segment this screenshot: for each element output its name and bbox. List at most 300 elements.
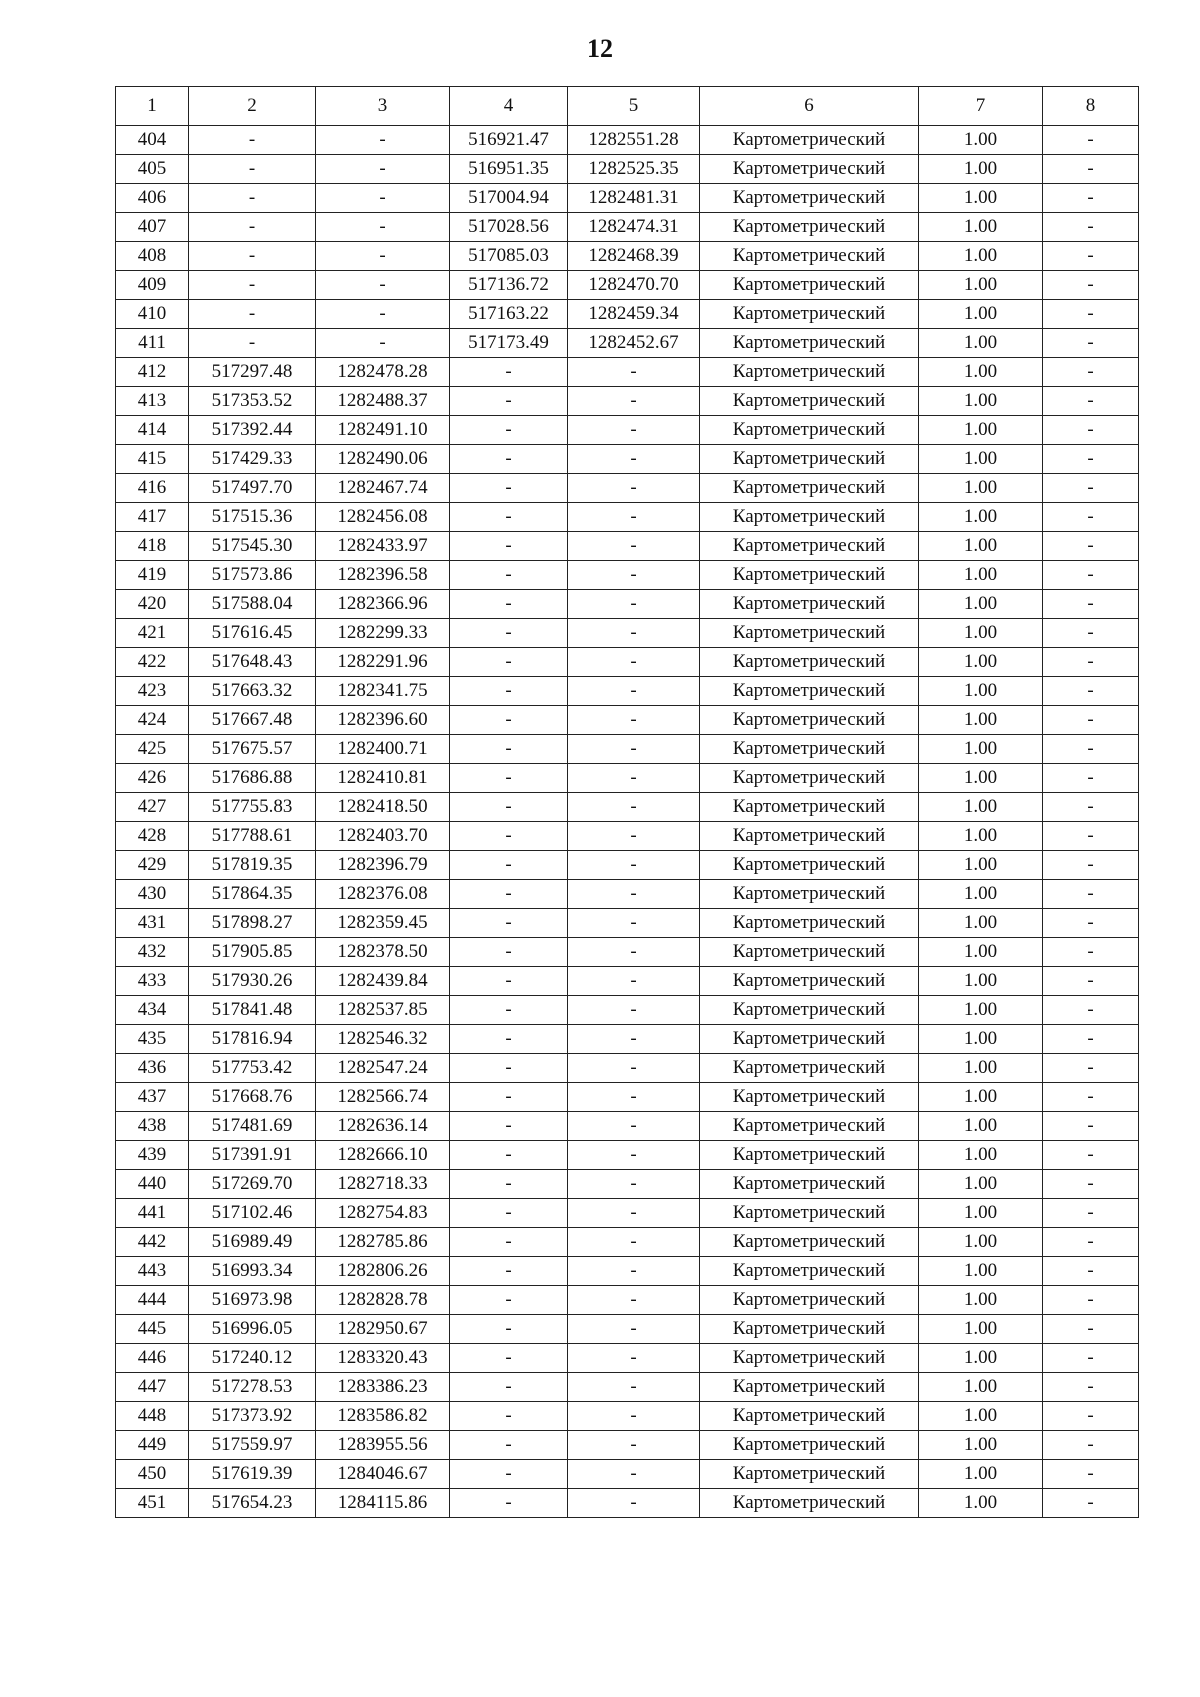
note-cell: - — [1043, 445, 1139, 474]
point-number-cell: 430 — [116, 880, 189, 909]
x-coord-alt-cell: - — [450, 1228, 568, 1257]
method-cell: Картометрический — [700, 1054, 919, 1083]
y-coord-alt-cell: - — [568, 909, 700, 938]
y-coord-cell: 1282478.28 — [316, 358, 450, 387]
y-coord-cell: 1282537.85 — [316, 996, 450, 1025]
method-cell: Картометрический — [700, 213, 919, 242]
x-coord-alt-cell: 516951.35 — [450, 155, 568, 184]
accuracy-cell: 1.00 — [919, 1199, 1043, 1228]
x-coord-cell: - — [189, 271, 316, 300]
x-coord-cell: - — [189, 184, 316, 213]
table-row — [116, 358, 1139, 387]
column-header: 5 — [568, 87, 700, 126]
x-coord-alt-cell: 517004.94 — [450, 184, 568, 213]
y-coord-cell: 1282636.14 — [316, 1112, 450, 1141]
accuracy-cell: 1.00 — [919, 793, 1043, 822]
column-header: 2 — [189, 87, 316, 126]
y-coord-alt-cell: - — [568, 1286, 700, 1315]
method-cell: Картометрический — [700, 909, 919, 938]
x-coord-cell: 517841.48 — [189, 996, 316, 1025]
x-coord-cell: 517788.61 — [189, 822, 316, 851]
y-coord-alt-cell: - — [568, 1141, 700, 1170]
x-coord-alt-cell: - — [450, 1083, 568, 1112]
table-row — [116, 271, 1139, 300]
point-number-cell: 449 — [116, 1431, 189, 1460]
y-coord-alt-cell: - — [568, 1112, 700, 1141]
y-coord-cell: - — [316, 213, 450, 242]
method-cell: Картометрический — [700, 880, 919, 909]
point-number-cell: 434 — [116, 996, 189, 1025]
x-coord-alt-cell: - — [450, 851, 568, 880]
x-coord-alt-cell: - — [450, 416, 568, 445]
x-coord-cell: - — [189, 213, 316, 242]
point-number-cell: 421 — [116, 619, 189, 648]
accuracy-cell: 1.00 — [919, 851, 1043, 880]
note-cell: - — [1043, 1257, 1139, 1286]
x-coord-cell: 517373.92 — [189, 1402, 316, 1431]
x-coord-cell: 517619.39 — [189, 1460, 316, 1489]
x-coord-alt-cell: - — [450, 1489, 568, 1518]
table-row — [116, 880, 1139, 909]
x-coord-alt-cell: - — [450, 358, 568, 387]
note-cell: - — [1043, 764, 1139, 793]
point-number-cell: 448 — [116, 1402, 189, 1431]
table-row — [116, 793, 1139, 822]
method-cell: Картометрический — [700, 590, 919, 619]
y-coord-alt-cell: - — [568, 764, 700, 793]
y-coord-alt-cell: - — [568, 1460, 700, 1489]
method-cell: Картометрический — [700, 1228, 919, 1257]
method-cell: Картометрический — [700, 1489, 919, 1518]
y-coord-alt-cell: - — [568, 1054, 700, 1083]
y-coord-cell: 1282418.50 — [316, 793, 450, 822]
note-cell: - — [1043, 1431, 1139, 1460]
y-coord-alt-cell: - — [568, 648, 700, 677]
accuracy-cell: 1.00 — [919, 880, 1043, 909]
table-row — [116, 909, 1139, 938]
table-row — [116, 300, 1139, 329]
note-cell: - — [1043, 532, 1139, 561]
x-coord-alt-cell: - — [450, 532, 568, 561]
accuracy-cell: 1.00 — [919, 213, 1043, 242]
method-cell: Картометрический — [700, 967, 919, 996]
y-coord-alt-cell: - — [568, 793, 700, 822]
note-cell: - — [1043, 1170, 1139, 1199]
y-coord-cell: 1282396.58 — [316, 561, 450, 590]
x-coord-alt-cell: - — [450, 996, 568, 1025]
y-coord-alt-cell: - — [568, 1402, 700, 1431]
x-coord-cell: 517392.44 — [189, 416, 316, 445]
point-number-cell: 415 — [116, 445, 189, 474]
header-row — [116, 87, 1139, 126]
table-row — [116, 474, 1139, 503]
point-number-cell: 436 — [116, 1054, 189, 1083]
method-cell: Картометрический — [700, 329, 919, 358]
note-cell: - — [1043, 300, 1139, 329]
y-coord-alt-cell: 1282470.70 — [568, 271, 700, 300]
x-coord-cell: 516996.05 — [189, 1315, 316, 1344]
accuracy-cell: 1.00 — [919, 532, 1043, 561]
x-coord-cell: 517240.12 — [189, 1344, 316, 1373]
y-coord-alt-cell: 1282474.31 — [568, 213, 700, 242]
y-coord-alt-cell: 1282525.35 — [568, 155, 700, 184]
note-cell: - — [1043, 1054, 1139, 1083]
page-number: 12 — [587, 34, 613, 63]
x-coord-cell: 517481.69 — [189, 1112, 316, 1141]
accuracy-cell: 1.00 — [919, 1402, 1043, 1431]
accuracy-cell: 1.00 — [919, 909, 1043, 938]
note-cell: - — [1043, 329, 1139, 358]
y-coord-alt-cell: - — [568, 1025, 700, 1054]
table-row — [116, 184, 1139, 213]
x-coord-cell: 517102.46 — [189, 1199, 316, 1228]
point-number-cell: 408 — [116, 242, 189, 271]
y-coord-alt-cell: - — [568, 1199, 700, 1228]
table-row — [116, 590, 1139, 619]
x-coord-alt-cell: - — [450, 677, 568, 706]
point-number-cell: 417 — [116, 503, 189, 532]
note-cell: - — [1043, 474, 1139, 503]
table-row — [116, 1170, 1139, 1199]
y-coord-alt-cell: 1282468.39 — [568, 242, 700, 271]
x-coord-cell: 517648.43 — [189, 648, 316, 677]
table-row — [116, 1315, 1139, 1344]
x-coord-cell: 517898.27 — [189, 909, 316, 938]
point-number-cell: 442 — [116, 1228, 189, 1257]
x-coord-cell: 517391.91 — [189, 1141, 316, 1170]
table-row — [116, 242, 1139, 271]
method-cell: Картометрический — [700, 1141, 919, 1170]
accuracy-cell: 1.00 — [919, 1460, 1043, 1489]
method-cell: Картометрический — [700, 648, 919, 677]
x-coord-alt-cell: - — [450, 1315, 568, 1344]
note-cell: - — [1043, 1141, 1139, 1170]
y-coord-cell: - — [316, 184, 450, 213]
note-cell: - — [1043, 590, 1139, 619]
method-cell: Картометрический — [700, 561, 919, 590]
table-row — [116, 1489, 1139, 1518]
table-row — [116, 1025, 1139, 1054]
x-coord-alt-cell: 517163.22 — [450, 300, 568, 329]
y-coord-cell: 1282359.45 — [316, 909, 450, 938]
y-coord-cell: 1282666.10 — [316, 1141, 450, 1170]
x-coord-alt-cell: - — [450, 1025, 568, 1054]
y-coord-alt-cell: - — [568, 1170, 700, 1199]
table-row — [116, 155, 1139, 184]
method-cell: Картометрический — [700, 793, 919, 822]
x-coord-cell: 517573.86 — [189, 561, 316, 590]
note-cell: - — [1043, 561, 1139, 590]
method-cell: Картометрический — [700, 996, 919, 1025]
point-number-cell: 410 — [116, 300, 189, 329]
table-row — [116, 1228, 1139, 1257]
table-row — [116, 822, 1139, 851]
y-coord-cell: 1282546.32 — [316, 1025, 450, 1054]
y-coord-cell: 1282718.33 — [316, 1170, 450, 1199]
y-coord-cell: 1282403.70 — [316, 822, 450, 851]
point-number-cell: 446 — [116, 1344, 189, 1373]
y-coord-cell: 1283586.82 — [316, 1402, 450, 1431]
accuracy-cell: 1.00 — [919, 735, 1043, 764]
point-number-cell: 416 — [116, 474, 189, 503]
x-coord-alt-cell: - — [450, 1170, 568, 1199]
point-number-cell: 412 — [116, 358, 189, 387]
point-number-cell: 432 — [116, 938, 189, 967]
x-coord-alt-cell: - — [450, 1286, 568, 1315]
point-number-cell: 439 — [116, 1141, 189, 1170]
point-number-cell: 424 — [116, 706, 189, 735]
accuracy-cell: 1.00 — [919, 329, 1043, 358]
table-row — [116, 561, 1139, 590]
x-coord-cell: 517297.48 — [189, 358, 316, 387]
table-header — [116, 87, 1139, 126]
accuracy-cell: 1.00 — [919, 967, 1043, 996]
x-coord-cell: 517864.35 — [189, 880, 316, 909]
accuracy-cell: 1.00 — [919, 1083, 1043, 1112]
x-coord-alt-cell: - — [450, 1344, 568, 1373]
y-coord-alt-cell: - — [568, 996, 700, 1025]
y-coord-alt-cell: 1282452.67 — [568, 329, 700, 358]
x-coord-cell: 517269.70 — [189, 1170, 316, 1199]
point-number-cell: 433 — [116, 967, 189, 996]
y-coord-cell: 1282828.78 — [316, 1286, 450, 1315]
x-coord-alt-cell: - — [450, 1431, 568, 1460]
point-number-cell: 409 — [116, 271, 189, 300]
method-cell: Картометрический — [700, 619, 919, 648]
x-coord-alt-cell: - — [450, 735, 568, 764]
table-row — [116, 648, 1139, 677]
x-coord-cell: 517559.97 — [189, 1431, 316, 1460]
column-header: 6 — [700, 87, 919, 126]
note-cell: - — [1043, 1199, 1139, 1228]
column-header: 4 — [450, 87, 568, 126]
point-number-cell: 444 — [116, 1286, 189, 1315]
x-coord-cell: 516993.34 — [189, 1257, 316, 1286]
y-coord-alt-cell: - — [568, 938, 700, 967]
x-coord-cell: - — [189, 329, 316, 358]
y-coord-cell: 1282490.06 — [316, 445, 450, 474]
point-number-cell: 407 — [116, 213, 189, 242]
y-coord-alt-cell: - — [568, 387, 700, 416]
method-cell: Картометрический — [700, 1373, 919, 1402]
note-cell: - — [1043, 909, 1139, 938]
note-cell: - — [1043, 735, 1139, 764]
x-coord-cell: 517668.76 — [189, 1083, 316, 1112]
table-row — [116, 1373, 1139, 1402]
x-coord-alt-cell: 517028.56 — [450, 213, 568, 242]
point-number-cell: 418 — [116, 532, 189, 561]
method-cell: Картометрический — [700, 677, 919, 706]
table-row — [116, 1344, 1139, 1373]
accuracy-cell: 1.00 — [919, 387, 1043, 416]
y-coord-alt-cell: - — [568, 1083, 700, 1112]
y-coord-cell: 1282396.79 — [316, 851, 450, 880]
accuracy-cell: 1.00 — [919, 503, 1043, 532]
note-cell: - — [1043, 822, 1139, 851]
point-number-cell: 419 — [116, 561, 189, 590]
note-cell: - — [1043, 155, 1139, 184]
y-coord-alt-cell: - — [568, 735, 700, 764]
table-row — [116, 126, 1139, 155]
table-row — [116, 329, 1139, 358]
column-header: 1 — [116, 87, 189, 126]
x-coord-cell: 517278.53 — [189, 1373, 316, 1402]
y-coord-cell: 1282491.10 — [316, 416, 450, 445]
y-coord-alt-cell: - — [568, 619, 700, 648]
accuracy-cell: 1.00 — [919, 1112, 1043, 1141]
method-cell: Картометрический — [700, 242, 919, 271]
accuracy-cell: 1.00 — [919, 822, 1043, 851]
point-number-cell: 423 — [116, 677, 189, 706]
accuracy-cell: 1.00 — [919, 300, 1043, 329]
y-coord-alt-cell: - — [568, 532, 700, 561]
accuracy-cell: 1.00 — [919, 1054, 1043, 1083]
note-cell: - — [1043, 1112, 1139, 1141]
accuracy-cell: 1.00 — [919, 1344, 1043, 1373]
y-coord-alt-cell: 1282459.34 — [568, 300, 700, 329]
accuracy-cell: 1.00 — [919, 416, 1043, 445]
y-coord-alt-cell: - — [568, 851, 700, 880]
point-number-cell: 443 — [116, 1257, 189, 1286]
x-coord-cell: 517353.52 — [189, 387, 316, 416]
y-coord-cell: 1282366.96 — [316, 590, 450, 619]
note-cell: - — [1043, 880, 1139, 909]
method-cell: Картометрический — [700, 851, 919, 880]
y-coord-cell: 1282378.50 — [316, 938, 450, 967]
x-coord-alt-cell: 517173.49 — [450, 329, 568, 358]
table-row — [116, 677, 1139, 706]
accuracy-cell: 1.00 — [919, 648, 1043, 677]
accuracy-cell: 1.00 — [919, 445, 1043, 474]
x-coord-alt-cell: - — [450, 793, 568, 822]
note-cell: - — [1043, 706, 1139, 735]
table-row — [116, 416, 1139, 445]
y-coord-cell: 1282785.86 — [316, 1228, 450, 1257]
point-number-cell: 451 — [116, 1489, 189, 1518]
y-coord-alt-cell: - — [568, 1228, 700, 1257]
method-cell: Картометрический — [700, 764, 919, 793]
x-coord-cell: 517686.88 — [189, 764, 316, 793]
x-coord-alt-cell: - — [450, 1402, 568, 1431]
x-coord-cell: 517515.36 — [189, 503, 316, 532]
coordinates-table — [115, 86, 1139, 1518]
x-coord-cell: 517429.33 — [189, 445, 316, 474]
y-coord-cell: 1282754.83 — [316, 1199, 450, 1228]
x-coord-cell: - — [189, 300, 316, 329]
note-cell: - — [1043, 1344, 1139, 1373]
table-row — [116, 1460, 1139, 1489]
table-row — [116, 706, 1139, 735]
table-row — [116, 387, 1139, 416]
method-cell: Картометрический — [700, 271, 919, 300]
note-cell: - — [1043, 1460, 1139, 1489]
method-cell: Картометрический — [700, 445, 919, 474]
accuracy-cell: 1.00 — [919, 474, 1043, 503]
x-coord-alt-cell: - — [450, 822, 568, 851]
table-row — [116, 1431, 1139, 1460]
point-number-cell: 428 — [116, 822, 189, 851]
x-coord-cell: 517819.35 — [189, 851, 316, 880]
method-cell: Картометрический — [700, 706, 919, 735]
x-coord-alt-cell: - — [450, 1257, 568, 1286]
method-cell: Картометрический — [700, 1460, 919, 1489]
note-cell: - — [1043, 793, 1139, 822]
x-coord-alt-cell: - — [450, 445, 568, 474]
x-coord-alt-cell: - — [450, 706, 568, 735]
x-coord-alt-cell: - — [450, 1199, 568, 1228]
y-coord-alt-cell: - — [568, 967, 700, 996]
method-cell: Картометрический — [700, 1315, 919, 1344]
y-coord-alt-cell: - — [568, 1257, 700, 1286]
x-coord-cell: 517905.85 — [189, 938, 316, 967]
y-coord-cell: 1282433.97 — [316, 532, 450, 561]
table-row — [116, 445, 1139, 474]
y-coord-cell: 1282291.96 — [316, 648, 450, 677]
note-cell: - — [1043, 1286, 1139, 1315]
y-coord-cell: - — [316, 242, 450, 271]
y-coord-alt-cell: - — [568, 590, 700, 619]
accuracy-cell: 1.00 — [919, 1489, 1043, 1518]
y-coord-alt-cell: 1282481.31 — [568, 184, 700, 213]
y-coord-alt-cell: - — [568, 1344, 700, 1373]
point-number-cell: 438 — [116, 1112, 189, 1141]
table-row — [116, 503, 1139, 532]
table-row — [116, 1286, 1139, 1315]
accuracy-cell: 1.00 — [919, 677, 1043, 706]
y-coord-cell: 1284115.86 — [316, 1489, 450, 1518]
x-coord-alt-cell: - — [450, 474, 568, 503]
method-cell: Картометрический — [700, 938, 919, 967]
table-row — [116, 938, 1139, 967]
accuracy-cell: 1.00 — [919, 561, 1043, 590]
y-coord-cell: 1282467.74 — [316, 474, 450, 503]
y-coord-alt-cell: - — [568, 445, 700, 474]
method-cell: Картометрический — [700, 503, 919, 532]
x-coord-alt-cell: 517136.72 — [450, 271, 568, 300]
x-coord-alt-cell: - — [450, 648, 568, 677]
x-coord-cell: 517667.48 — [189, 706, 316, 735]
method-cell: Картометрический — [700, 735, 919, 764]
method-cell: Картометрический — [700, 358, 919, 387]
x-coord-cell: 517755.83 — [189, 793, 316, 822]
point-number-cell: 450 — [116, 1460, 189, 1489]
y-coord-alt-cell: 1282551.28 — [568, 126, 700, 155]
y-coord-alt-cell: - — [568, 1431, 700, 1460]
method-cell: Картометрический — [700, 126, 919, 155]
method-cell: Картометрический — [700, 1170, 919, 1199]
y-coord-cell: 1282299.33 — [316, 619, 450, 648]
x-coord-cell: 517545.30 — [189, 532, 316, 561]
x-coord-cell: 517663.32 — [189, 677, 316, 706]
y-coord-alt-cell: - — [568, 706, 700, 735]
accuracy-cell: 1.00 — [919, 1373, 1043, 1402]
method-cell: Картометрический — [700, 416, 919, 445]
y-coord-cell: 1283320.43 — [316, 1344, 450, 1373]
accuracy-cell: 1.00 — [919, 1228, 1043, 1257]
method-cell: Картометрический — [700, 184, 919, 213]
accuracy-cell: 1.00 — [919, 242, 1043, 271]
table-row — [116, 1054, 1139, 1083]
method-cell: Картометрический — [700, 1286, 919, 1315]
x-coord-alt-cell: - — [450, 619, 568, 648]
note-cell: - — [1043, 851, 1139, 880]
x-coord-alt-cell: - — [450, 967, 568, 996]
accuracy-cell: 1.00 — [919, 1431, 1043, 1460]
note-cell: - — [1043, 242, 1139, 271]
point-number-cell: 437 — [116, 1083, 189, 1112]
y-coord-cell: 1282547.24 — [316, 1054, 450, 1083]
y-coord-cell: 1282439.84 — [316, 967, 450, 996]
